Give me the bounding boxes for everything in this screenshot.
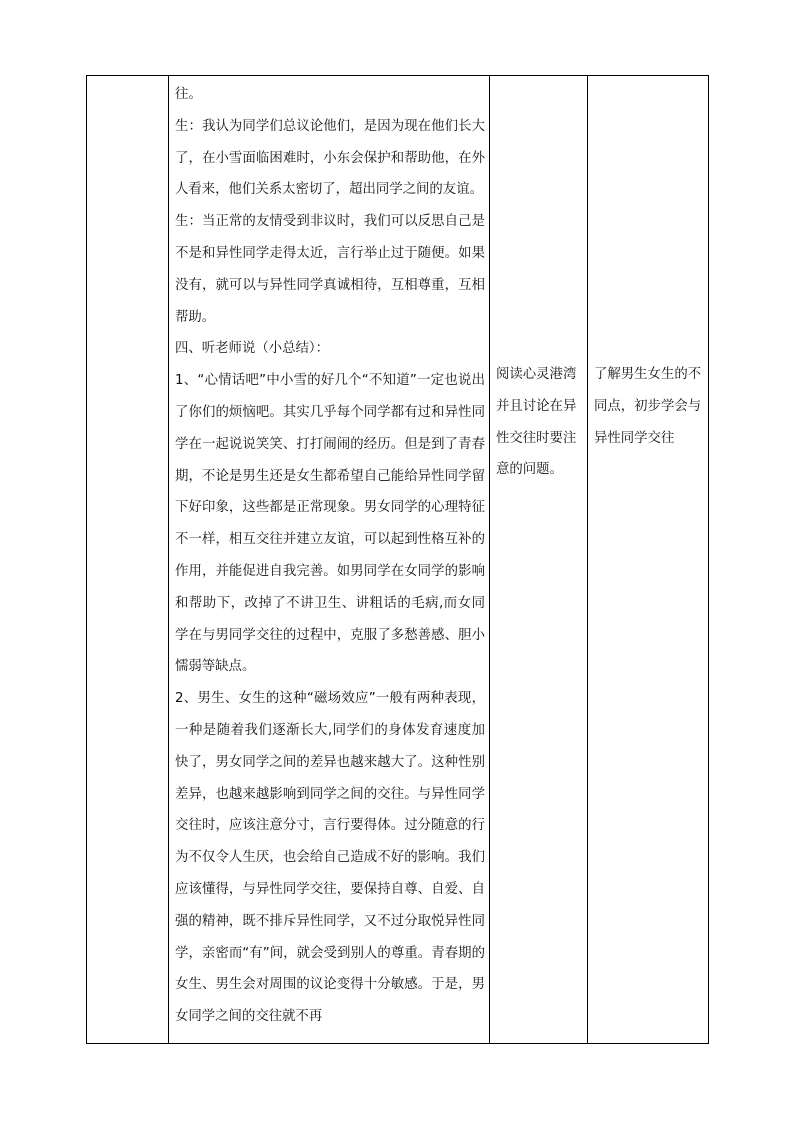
lesson-plan-table (86, 75, 709, 1044)
student-activity-text: 阅读心灵港湾并且讨论在异性交往时要注意的问题。 (496, 367, 577, 478)
stage-text (87, 76, 168, 79)
design-intent-cell (588, 76, 709, 1044)
teaching-content (169, 76, 489, 1033)
design-intent-text: 了解男生女生的不同点，初步学会与异性同学交往 (594, 367, 702, 446)
student-activity-cell (490, 76, 588, 1044)
table-row (87, 76, 709, 1044)
teaching-content-cell (169, 76, 490, 1044)
content-paragraph: 1、“心情话吧”中小雪的好几个“不知道”一定也说出了你们的烦恼吧。其实几乎每个同学都有过和异性同学在一起说说笑笑、打打闹闹的经历。但是到了青春期，不论是男生还是女生都希望自己能给异性同学留下好印象，这些都是正常现象。男女同学的心理特征不一样，相互交往并建立友谊，可以起到性格互补的作用，并能促进自我完善。如男同学在女同学的影响和帮助下，改掉了不讲卫生、讲粗话的毛病,而女同学在与男同学交往的过程中，克服了多愁善感、胆小懦弱等缺点。 (175, 373, 485, 675)
content-paragraph: 生：我认为同学们总议论他们，是因为现在他们长大了，在小雪面临困难时，小东会保护和帮助他，在外人看来，他们关系太密切了，超出同学之间的友谊。 (175, 118, 485, 198)
content-paragraph: 2、男生、女生的这种“磁场效应”一般有两种表现，一种是随着我们逐渐长大,同学们的身体发育速度加快了，男女同学之间的差异也越来越大了。这种性别差异，也越来越影响到同学之间的交往。与异性同学交往时，应该注意分寸，言行要得体。过分随意的行为不仅令人生厌，也会给自己造成不好的影响。我们应该懂得，与异性同学交往，要保持自尊、自爱、自强的精神，既不排斥异性同学，又不过分取悦异性同学，亲密而“有”间，就会受到别人的尊重。青春期的女生、男生会对周围的议论变得十分敏感。于是，男女同学之间的交往就不再 (175, 691, 485, 1025)
content-paragraph: 四、听老师说（小总结）： (175, 341, 329, 357)
content-paragraph: 生：当正常的友情受到非议时，我们可以反思自己是不是和异性同学走得太近，言行举止过于随便。如果没有，就可以与异性同学真诚相待，互相尊重，互相帮助。 (175, 214, 485, 325)
stage-cell (87, 76, 169, 1044)
content-paragraph: 往。 (175, 87, 202, 102)
